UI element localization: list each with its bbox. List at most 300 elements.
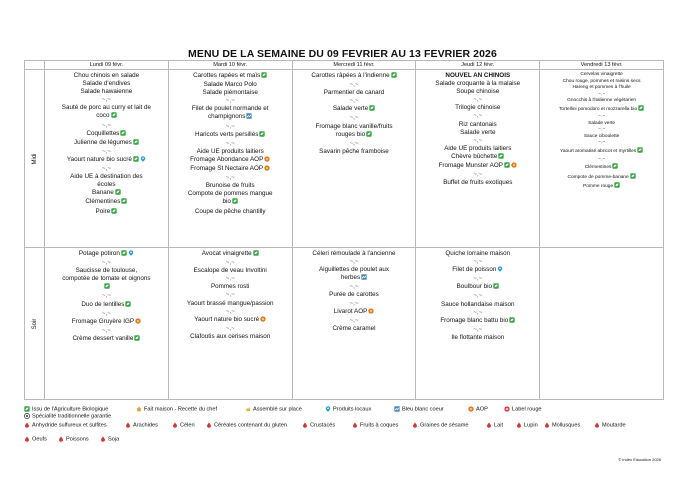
dish-label: Clémentines: [584, 165, 612, 171]
dish-label: herbes: [340, 274, 361, 282]
dish-label: Hareng et pommes à l'huile: [572, 85, 631, 91]
legend-item: Produits locaux: [325, 406, 371, 413]
dish-item: [293, 131, 416, 140]
dish-label: ~,~: [473, 292, 483, 300]
bio-icon: [638, 105, 644, 115]
dish-label: Chou rouge, pommes et raisins secs: [562, 78, 641, 84]
dish-item: [169, 89, 292, 97]
dish-label: Escalope de veau Involtini: [193, 267, 267, 275]
dish-item: [416, 266, 539, 275]
dish-label: Sauté de porc au curry et lait de: [61, 104, 152, 112]
legend-item: Lupin: [516, 422, 538, 429]
legend-item: Céréales contenant du gluten: [206, 422, 287, 429]
dish-item: [416, 145, 539, 153]
dish-item: [169, 72, 292, 81]
dish-label: écoles: [97, 181, 116, 189]
dish-item: [416, 334, 539, 342]
dish-item: [293, 274, 416, 283]
dish-label: ~,~: [349, 81, 359, 89]
dish-item: [416, 88, 539, 96]
bio-icon: [104, 283, 110, 292]
dish-label: ~,~: [101, 147, 111, 155]
legend-item: Céleri: [172, 422, 195, 429]
dish-label: Savarin pêche framboise: [319, 147, 389, 155]
bio-icon: [369, 105, 375, 114]
dish-label: ~,~: [598, 140, 606, 146]
row-label-cell: [25, 248, 45, 400]
dish-label: ~,~: [101, 292, 111, 300]
dish-separator: [293, 114, 416, 122]
dish-separator: [169, 97, 292, 105]
bio-icon: [253, 250, 259, 259]
bio-icon: [125, 301, 131, 310]
dish-item: [293, 308, 416, 317]
dish-item: [169, 283, 292, 291]
dish-item: [169, 250, 292, 259]
dish-item: [293, 266, 416, 274]
dish-label: compotée de tomate et oignons: [62, 275, 151, 283]
dish-label: Salade verte: [460, 128, 496, 136]
bio-icon: [630, 173, 636, 183]
menu-cell: [540, 70, 664, 248]
bio-icon: [134, 335, 140, 344]
legend-item: Oeufs: [24, 436, 47, 443]
dish-separator: [45, 292, 168, 300]
dish-label: Aide UE à destination des: [70, 173, 143, 181]
dish-item: [416, 162, 539, 171]
dish-label: coco: [96, 112, 110, 120]
legend-item: Anhydride sulfureux et sulfites: [24, 422, 107, 429]
dish-item: [293, 123, 416, 131]
allergen-icon: [486, 423, 494, 429]
dish-item: [45, 104, 168, 112]
dish-label: ~,~: [225, 259, 235, 267]
day-header-wed: Mercredi 11 févr.: [292, 61, 416, 70]
dish-item: [169, 316, 292, 325]
legend-item: Soja: [100, 436, 119, 443]
dish-item: [169, 267, 292, 275]
dish-separator: [45, 259, 168, 267]
dish-separator: [293, 300, 416, 308]
dish-label: Yaourt nature bio sucré: [66, 155, 132, 163]
legend-item: AOP: [468, 406, 488, 413]
day-header-thu: Jeudi 12 févr.: [416, 61, 540, 70]
dish-item: [45, 250, 168, 259]
dish-label: Boulbour bio: [456, 283, 492, 291]
local-icon: [497, 266, 503, 275]
dish-item: [169, 131, 292, 140]
menu-cell: [540, 248, 664, 400]
menu-theme-heading: [416, 72, 539, 80]
dish-separator: [169, 325, 292, 333]
dish-label: Riz cantonais: [458, 120, 497, 128]
legend-item: Fruits à coques: [352, 422, 398, 429]
dish-label: Cervelas vinaigrette: [580, 72, 623, 77]
bio-icon: [366, 131, 372, 140]
dish-label: ~,~: [473, 136, 483, 144]
dish-separator: [45, 148, 168, 156]
day-header-row: [25, 61, 664, 70]
dish-separator: [416, 137, 539, 145]
bio-icon: [121, 250, 127, 259]
dish-label: ~,~: [101, 326, 111, 334]
dish-label: Poire: [95, 207, 111, 215]
legend-item: Crustacés: [302, 422, 335, 429]
dish-label: ~,~: [225, 307, 235, 315]
dish-label: Yaourt brassé mangue/passion: [186, 299, 274, 307]
menu-items: [293, 70, 416, 156]
dish-label: Compote de pomme-banane: [567, 174, 629, 180]
dish-label: ~,~: [598, 114, 606, 120]
dish-item: [540, 182, 663, 192]
dish-label: Ile flottante maison: [451, 333, 505, 341]
bbc-icon: [246, 113, 252, 122]
dish-label: Chèvre bûchette: [451, 152, 498, 160]
menu-cell: [416, 248, 540, 400]
menu-items: [540, 248, 663, 250]
dish-separator: [45, 327, 168, 335]
allergen-icon: [100, 437, 108, 443]
allergen-icon: [544, 423, 552, 429]
allergen-icon: [125, 423, 133, 429]
dish-label: Pomme rouge: [583, 184, 614, 190]
dish-label: Tortellini pomodoro et mozzarella bio: [559, 106, 638, 112]
menu-items: [45, 70, 168, 217]
bio-icon: [120, 130, 126, 139]
menu-items: [169, 248, 292, 341]
dish-label: ~,~: [101, 96, 111, 104]
dish-separator: [45, 165, 168, 173]
dish-item: [169, 182, 292, 190]
dish-separator: [45, 96, 168, 104]
dish-label: ~,~: [225, 97, 235, 105]
bio-icon: [498, 153, 504, 162]
dish-item: [45, 181, 168, 189]
dish-separator: [45, 122, 168, 130]
dish-item: [45, 88, 168, 96]
dish-label: Buffet de fruits exotiques: [443, 179, 513, 187]
menu-cell: [168, 70, 292, 248]
menu-items: [45, 248, 168, 344]
dish-label: ~,~: [349, 299, 359, 307]
dish-separator: [169, 275, 292, 283]
dish-item: [45, 80, 168, 88]
dish-label: Salade verte: [332, 105, 369, 113]
dish-label: ~,~: [349, 97, 359, 105]
dish-label: ~,~: [225, 275, 235, 283]
local-icon: [140, 156, 146, 165]
legend-item: Issu de l'Agriculture Biologique: [24, 406, 108, 413]
allergen-icon: [302, 423, 310, 429]
aop-icon: [264, 165, 270, 174]
meal-row-soir: [25, 248, 664, 400]
assemble-icon: [245, 407, 253, 413]
bio-icon: [504, 162, 510, 171]
bio-icon: [232, 198, 238, 207]
bio-icon: [111, 208, 117, 217]
aop-icon: [468, 407, 476, 413]
dish-label: Crème dessert vanille: [72, 334, 134, 342]
bio-icon: [133, 156, 139, 165]
dish-item: [293, 291, 416, 299]
dish-label: Fromage Gruyère IGP: [71, 317, 135, 325]
bio-icon: [493, 283, 499, 292]
page-title: MENU DE LA SEMAINE DU 09 FEVRIER AU 13 FEVRIER 2026: [188, 48, 497, 60]
legend-item: Graines de sésame: [412, 422, 469, 429]
menu-items: [416, 248, 539, 342]
bio-icon: [115, 189, 121, 198]
dish-item: [416, 121, 539, 129]
allergen-icon: [594, 423, 602, 429]
day-header-fri: Vendredi 13 févr.: [540, 61, 664, 70]
dish-label: ~,~: [225, 324, 235, 332]
dish-item: [169, 105, 292, 113]
allergen-icon: [206, 423, 214, 429]
dish-label: Duo de lentilles: [81, 300, 125, 308]
dish-item: [45, 198, 168, 207]
dish-item: [540, 163, 663, 173]
dish-separator: [169, 259, 292, 267]
dish-separator: [293, 81, 416, 89]
dish-label: Soupe chinoise: [456, 88, 500, 96]
allergen-icon: [172, 423, 180, 429]
dish-label: Livarot AOP: [333, 307, 368, 315]
dish-label: ~,~: [225, 139, 235, 147]
bio-icon: [509, 317, 515, 326]
dish-item: [293, 105, 416, 114]
dish-label: ~,~: [473, 325, 483, 333]
legend-item: Arachides: [125, 422, 158, 429]
dish-item: [416, 179, 539, 187]
bio-icon: [612, 163, 618, 173]
menu-cell: [292, 70, 416, 248]
dish-label: ~,~: [101, 259, 111, 267]
allergen-icon: [58, 437, 66, 443]
dish-label: Gnocchis à l'italienne végétarien: [567, 98, 637, 104]
dish-item: [416, 104, 539, 112]
dish-label: Avocat vinaigrette: [201, 250, 252, 257]
allergen-icon: [352, 423, 360, 429]
local-icon: [325, 407, 333, 413]
dish-separator: [416, 292, 539, 300]
dish-label: Coquillettes: [86, 129, 120, 137]
dish-item: [416, 317, 539, 326]
dish-item: [45, 318, 168, 327]
dish-label: ~,~: [101, 309, 111, 317]
dish-item: [416, 80, 539, 88]
dish-label: ~,~: [349, 283, 359, 291]
dish-label: Carottes râpées à l'indienne: [311, 72, 390, 79]
dish-separator: [293, 258, 416, 266]
row-label-soir: Soir: [31, 318, 38, 329]
dish-separator: [416, 275, 539, 283]
bio-icon: [261, 72, 267, 81]
aop-icon: [260, 316, 266, 325]
dish-label: Céleri rémoulade à l'ancienne: [312, 250, 396, 257]
dish-separator: [416, 171, 539, 179]
dish-item: [45, 335, 168, 344]
dish-label: Saucisse de toulouse,: [75, 267, 138, 275]
dish-item: [416, 129, 539, 137]
legend-item: Poissons: [58, 436, 89, 443]
dish-separator: [416, 309, 539, 317]
dish-label: Clafoutis aux cerises maison: [190, 332, 271, 340]
dish-item: [45, 72, 168, 80]
bbc-icon: [361, 274, 367, 283]
dish-separator: [416, 258, 539, 266]
dish-label: Sauce ciboulette: [583, 133, 620, 139]
aop-icon: [264, 156, 270, 165]
dish-item: [293, 89, 416, 97]
dish-item: [169, 81, 292, 89]
meal-row-midi: [25, 70, 664, 248]
dish-label: Salade hawaienne: [80, 88, 133, 96]
dish-label: Yaourt aromatisé abricot et myrtilles: [560, 149, 637, 155]
dish-label: Salade croquante à la malaise: [435, 80, 521, 88]
dish-label: Filet de poisson: [452, 266, 497, 274]
labelrouge-icon: [504, 407, 512, 413]
dish-label: bio: [222, 198, 231, 206]
dish-label: Aide UE produits laitiers: [444, 144, 512, 152]
dish-item: [416, 250, 539, 258]
stg-icon: [24, 414, 32, 420]
dish-label: Sauce hollandaise maison: [441, 300, 515, 308]
dish-item: [416, 301, 539, 309]
dish-label: ~,~: [598, 156, 606, 162]
maison-icon: [136, 407, 144, 413]
dish-item: [45, 139, 168, 148]
menu-items: [169, 70, 292, 216]
dish-item: [416, 153, 539, 162]
dish-separator: [169, 291, 292, 299]
bio-icon: [259, 131, 265, 140]
corner-cell: [25, 61, 45, 70]
local-icon: [128, 250, 134, 259]
dish-label: ~,~: [349, 139, 359, 147]
dish-separator: [45, 310, 168, 318]
dish-item: [293, 250, 416, 258]
bio-icon: [637, 147, 643, 157]
legend-item: Lait: [486, 422, 503, 429]
dish-label: Clémentines: [85, 198, 121, 206]
legend-item: Mollusques: [544, 422, 580, 429]
dish-item: [169, 113, 292, 122]
allergen-icon: [24, 423, 32, 429]
dish-item: [45, 112, 168, 121]
dish-label: Parmentier de canard: [323, 89, 385, 97]
dish-label: Crème caramel: [332, 324, 376, 332]
bio-icon: [111, 112, 117, 121]
dish-separator: [416, 326, 539, 334]
aop-icon: [511, 162, 517, 171]
dish-item: [540, 147, 663, 157]
legend-item: Moutarde: [594, 422, 626, 429]
dish-item: [540, 173, 663, 183]
dish-label: ~,~: [473, 112, 483, 120]
aop-icon: [368, 308, 374, 317]
dish-label: Julienne de légumes: [74, 138, 132, 146]
allergen-icon: [516, 423, 524, 429]
dish-item: [169, 300, 292, 308]
dish-label: ~,~: [349, 316, 359, 324]
dish-separator: [416, 112, 539, 120]
dish-label: Chou chinois en salade: [73, 72, 140, 79]
bio-icon: [24, 407, 32, 413]
dish-item: [45, 173, 168, 181]
dish-label: Filet de poulet normande et: [191, 105, 269, 113]
dish-label: Trilogie chinoise: [455, 104, 501, 112]
bio-icon: [391, 72, 397, 81]
copyright: © Index Education 2026: [618, 457, 661, 462]
dish-item: [45, 267, 168, 275]
dish-label: Salade verte: [588, 120, 616, 126]
dish-label: Haricots verts persillés: [195, 130, 259, 138]
dish-label: Quiche lorraine maison: [445, 250, 511, 257]
dish-item: [45, 156, 168, 165]
dish-item: [45, 130, 168, 139]
dish-separator: [293, 283, 416, 291]
dish-label: Aide UE produits laitiers: [196, 147, 264, 155]
dish-item: [45, 208, 168, 217]
dish-label: champignons: [207, 113, 246, 121]
dish-label: ~,~: [225, 174, 235, 182]
dish-label: ~,~: [349, 258, 359, 266]
dish-label: Yaourt nature bio sucré: [194, 315, 260, 323]
dish-item: [540, 105, 663, 115]
dish-label: ~,~: [225, 291, 235, 299]
aop-icon: [135, 318, 141, 327]
bio-icon: [121, 198, 127, 207]
dish-item: [169, 333, 292, 341]
dish-item: [293, 325, 416, 333]
dish-label: ~,~: [225, 122, 235, 130]
menu-items: [540, 70, 663, 192]
dish-separator: [169, 140, 292, 148]
bbc-icon: [394, 407, 402, 413]
dish-item: [416, 283, 539, 292]
dish-label: ~,~: [598, 127, 606, 133]
dish-label: ~,~: [473, 275, 483, 283]
menu-cell: [45, 70, 169, 248]
dish-separator: [416, 96, 539, 104]
dish-item: [45, 283, 168, 292]
dish-label: ~,~: [598, 91, 606, 97]
dish-label: Fromage St Nectaire AOP: [190, 165, 264, 173]
menu-cell: [416, 70, 540, 248]
dish-label: Banane: [92, 189, 114, 197]
dish-label: Salade Marco Polo: [203, 81, 257, 89]
dish-separator: [293, 97, 416, 105]
menu-items: [293, 248, 416, 333]
dish-label: Purée de carottes: [329, 291, 379, 299]
dish-item: [293, 72, 416, 81]
dish-item: [293, 148, 416, 156]
menu-cell: [292, 248, 416, 400]
row-label-cell: [25, 70, 45, 248]
dish-label: Compote de pommes mangue: [187, 190, 273, 198]
dish-label: Aiguillettes de poulet aux: [318, 266, 389, 274]
dish-label: ~,~: [349, 114, 359, 122]
dish-separator: [169, 174, 292, 182]
row-label-midi: Midi: [31, 152, 38, 165]
dish-label: ~,~: [473, 96, 483, 104]
dish-item: [45, 189, 168, 198]
dish-separator: [169, 308, 292, 316]
dish-label: Coupe de pêche chantilly: [194, 207, 266, 215]
dish-label: ~,~: [473, 258, 483, 266]
dish-label: rouges bio: [335, 130, 366, 138]
dish-label: Fromage blanc vanille/fruits: [315, 122, 393, 130]
